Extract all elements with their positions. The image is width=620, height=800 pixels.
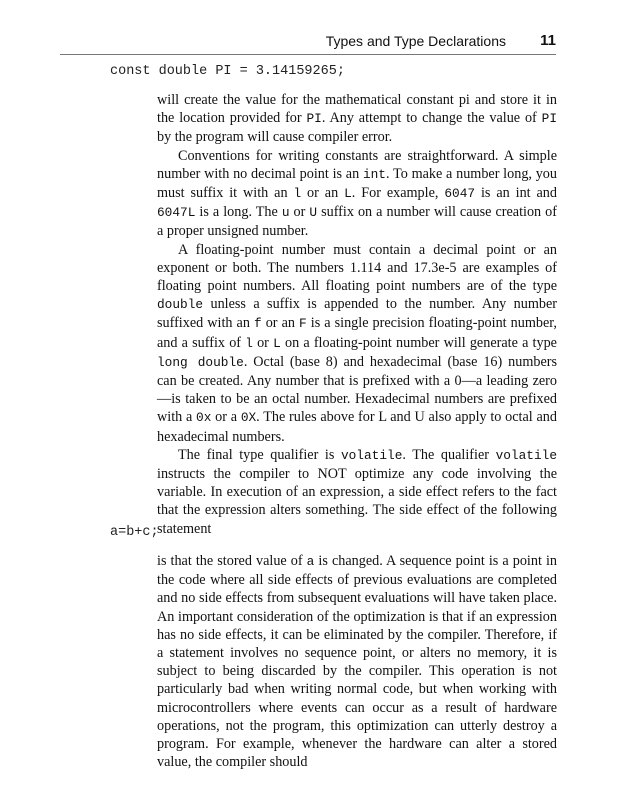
code-line-assignment: a=b+c; (110, 525, 159, 540)
paragraph-side-effects: is that the stored value of a is changed. A sequence point is a point in the code where all side effects of previous evaluations are completed and no side effects from subsequent evaluations will have taken place. An important consideration of the optimization is that if an expression has no side effects, it can be eliminated by the compiler. Therefore, if a statement involves no sequence point, or alters no memory, it is subject to being discarded by the compiler. This operation is not particularly bad when writing normal code, but when working with microcontrollers where events can occur as a result of hardware operations, not the program, this optimization can utterly destroy a program. For example, whenever the hardware can alter a stored value, the compiler should (157, 553, 557, 771)
text-block-bottom (157, 552, 557, 771)
paragraph-volatile: The final type qualifier is volatile. The qualifier volatile instructs the compiler to NOT optimize any code involving the variable. In execution of an expression, a side effect refers to the fact that the expression alters something. The side effect of the following statement (157, 446, 557, 537)
header-rule (60, 54, 556, 55)
code-line-const-pi: const double PI = 3.14159265; (110, 64, 345, 79)
page-number: 11 (540, 32, 556, 49)
text-block-top (157, 91, 557, 538)
running-header (60, 33, 556, 53)
paragraph-pi-value: will create the value for the mathematical constant pi and store it in the location provided for PI. Any attempt to change the value of PI by the program will cause compiler error. (157, 92, 558, 146)
running-header-title: Types and Type Declarations (325, 33, 506, 49)
paragraph-floating-point: A floating-point number must contain a decimal point or an exponent or both. The numbers 1.114 and 17.3e-5 are examples of floating point numbers. All floating point numbers are of the type double unless a suffix is appended to the number. Any number suffixed with an f or an F is a single precision floating-point number, and a suffix of l or L on a floating-point number will generate a type long double. Octal (base 8) and hexadecimal (base 16) numbers can be created. Any number that is prefixed with a 0—a leading zero—is taken to be an octal number. Hexadecimal numbers are prefixed with a 0x or a 0X. The rules above for L and U also apply to octal and hexadecimal numbers. (157, 241, 557, 445)
code-pi: PI (541, 111, 558, 127)
paragraph-constant-conventions: Conventions for writing constants are straightforward. A simple number with no decimal point is an int. To make a number long, you must suffix it with an l or an L. For example, 6047 is an int and 6047L is a long. The u or U suffix on a number will cause creation of a proper unsigned number. (157, 147, 557, 240)
code-pi: PI (306, 111, 322, 127)
